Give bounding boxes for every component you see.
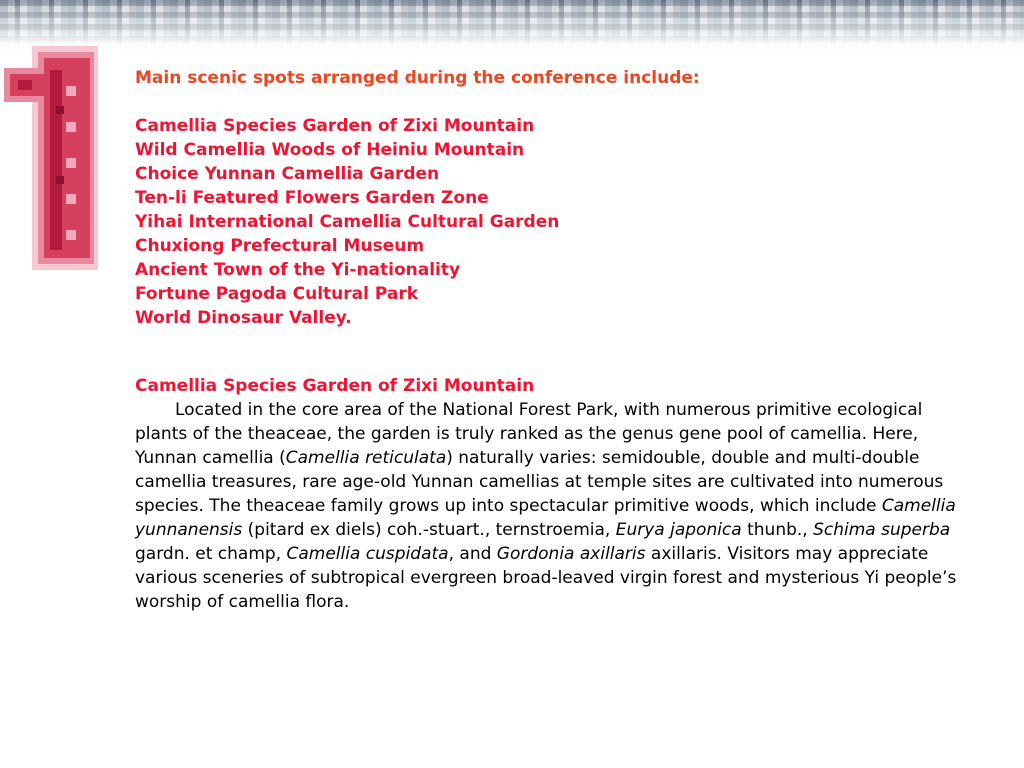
top-banner-fade: [0, 0, 1024, 52]
paragraph-text: , and: [448, 544, 497, 564]
species-name: Schima superba: [813, 520, 951, 540]
species-name: Eurya japonica: [615, 520, 742, 540]
species-name: Camellia yunnanensis: [135, 496, 956, 540]
section-title: Camellia Species Garden of Zixi Mountain: [135, 376, 535, 396]
species-name: Camellia cuspidata: [286, 544, 449, 564]
list-item: World Dinosaur Valley.: [135, 308, 352, 328]
list-item: Yihai International Camellia Cultural Garden: [135, 212, 560, 232]
paragraph-text: Located in the core area of the National Forest Park, with numerous primitive ecological plants of the theaceae, the garden is truly ranked as the genus gene pool of camellia. Here, Yunnan camellia (: [135, 400, 923, 468]
list-item: Camellia Species Garden of Zixi Mountain: [135, 116, 535, 136]
list-item: Fortune Pagoda Cultural Park: [135, 284, 419, 304]
species-name: Camellia reticulata: [285, 448, 447, 468]
species-name: Gordonia axillaris: [496, 544, 646, 564]
list-item: Wild Camellia Woods of Heiniu Mountain: [135, 140, 525, 160]
list-item: Ancient Town of the Yi-nationality: [135, 260, 461, 280]
list-item: Ten-li Featured Flowers Garden Zone: [135, 188, 489, 208]
scenic-spot-list: [135, 114, 965, 330]
content-area: [135, 66, 965, 614]
list-item: Chuxiong Prefectural Museum: [135, 236, 425, 256]
number-one-ornament-icon: [4, 46, 100, 270]
paragraph-text: ) naturally varies: semidouble, double and multi-double camellia treasures, rare age-old Yunnan camellias at temple sites are cultivated into numerous species. The theaceae family grows up into spectacular primitive woods, which include: [135, 448, 944, 516]
section-paragraph: [135, 398, 965, 614]
paragraph-text: axillaris. Visitors may appreciate various sceneries of subtropical evergreen broad-leaved virgin forest and mysterious Yi people’s worship of camellia flora.: [135, 544, 957, 612]
list-item: Choice Yunnan Camellia Garden: [135, 164, 440, 184]
page-heading: Main scenic spots arranged during the conference include:: [135, 68, 700, 88]
paragraph-text: thunb.,: [741, 520, 814, 540]
paragraph-text: (pitard ex diels) coh.-stuart., ternstroemia,: [242, 520, 616, 540]
paragraph-text: gardn. et champ,: [135, 544, 287, 564]
